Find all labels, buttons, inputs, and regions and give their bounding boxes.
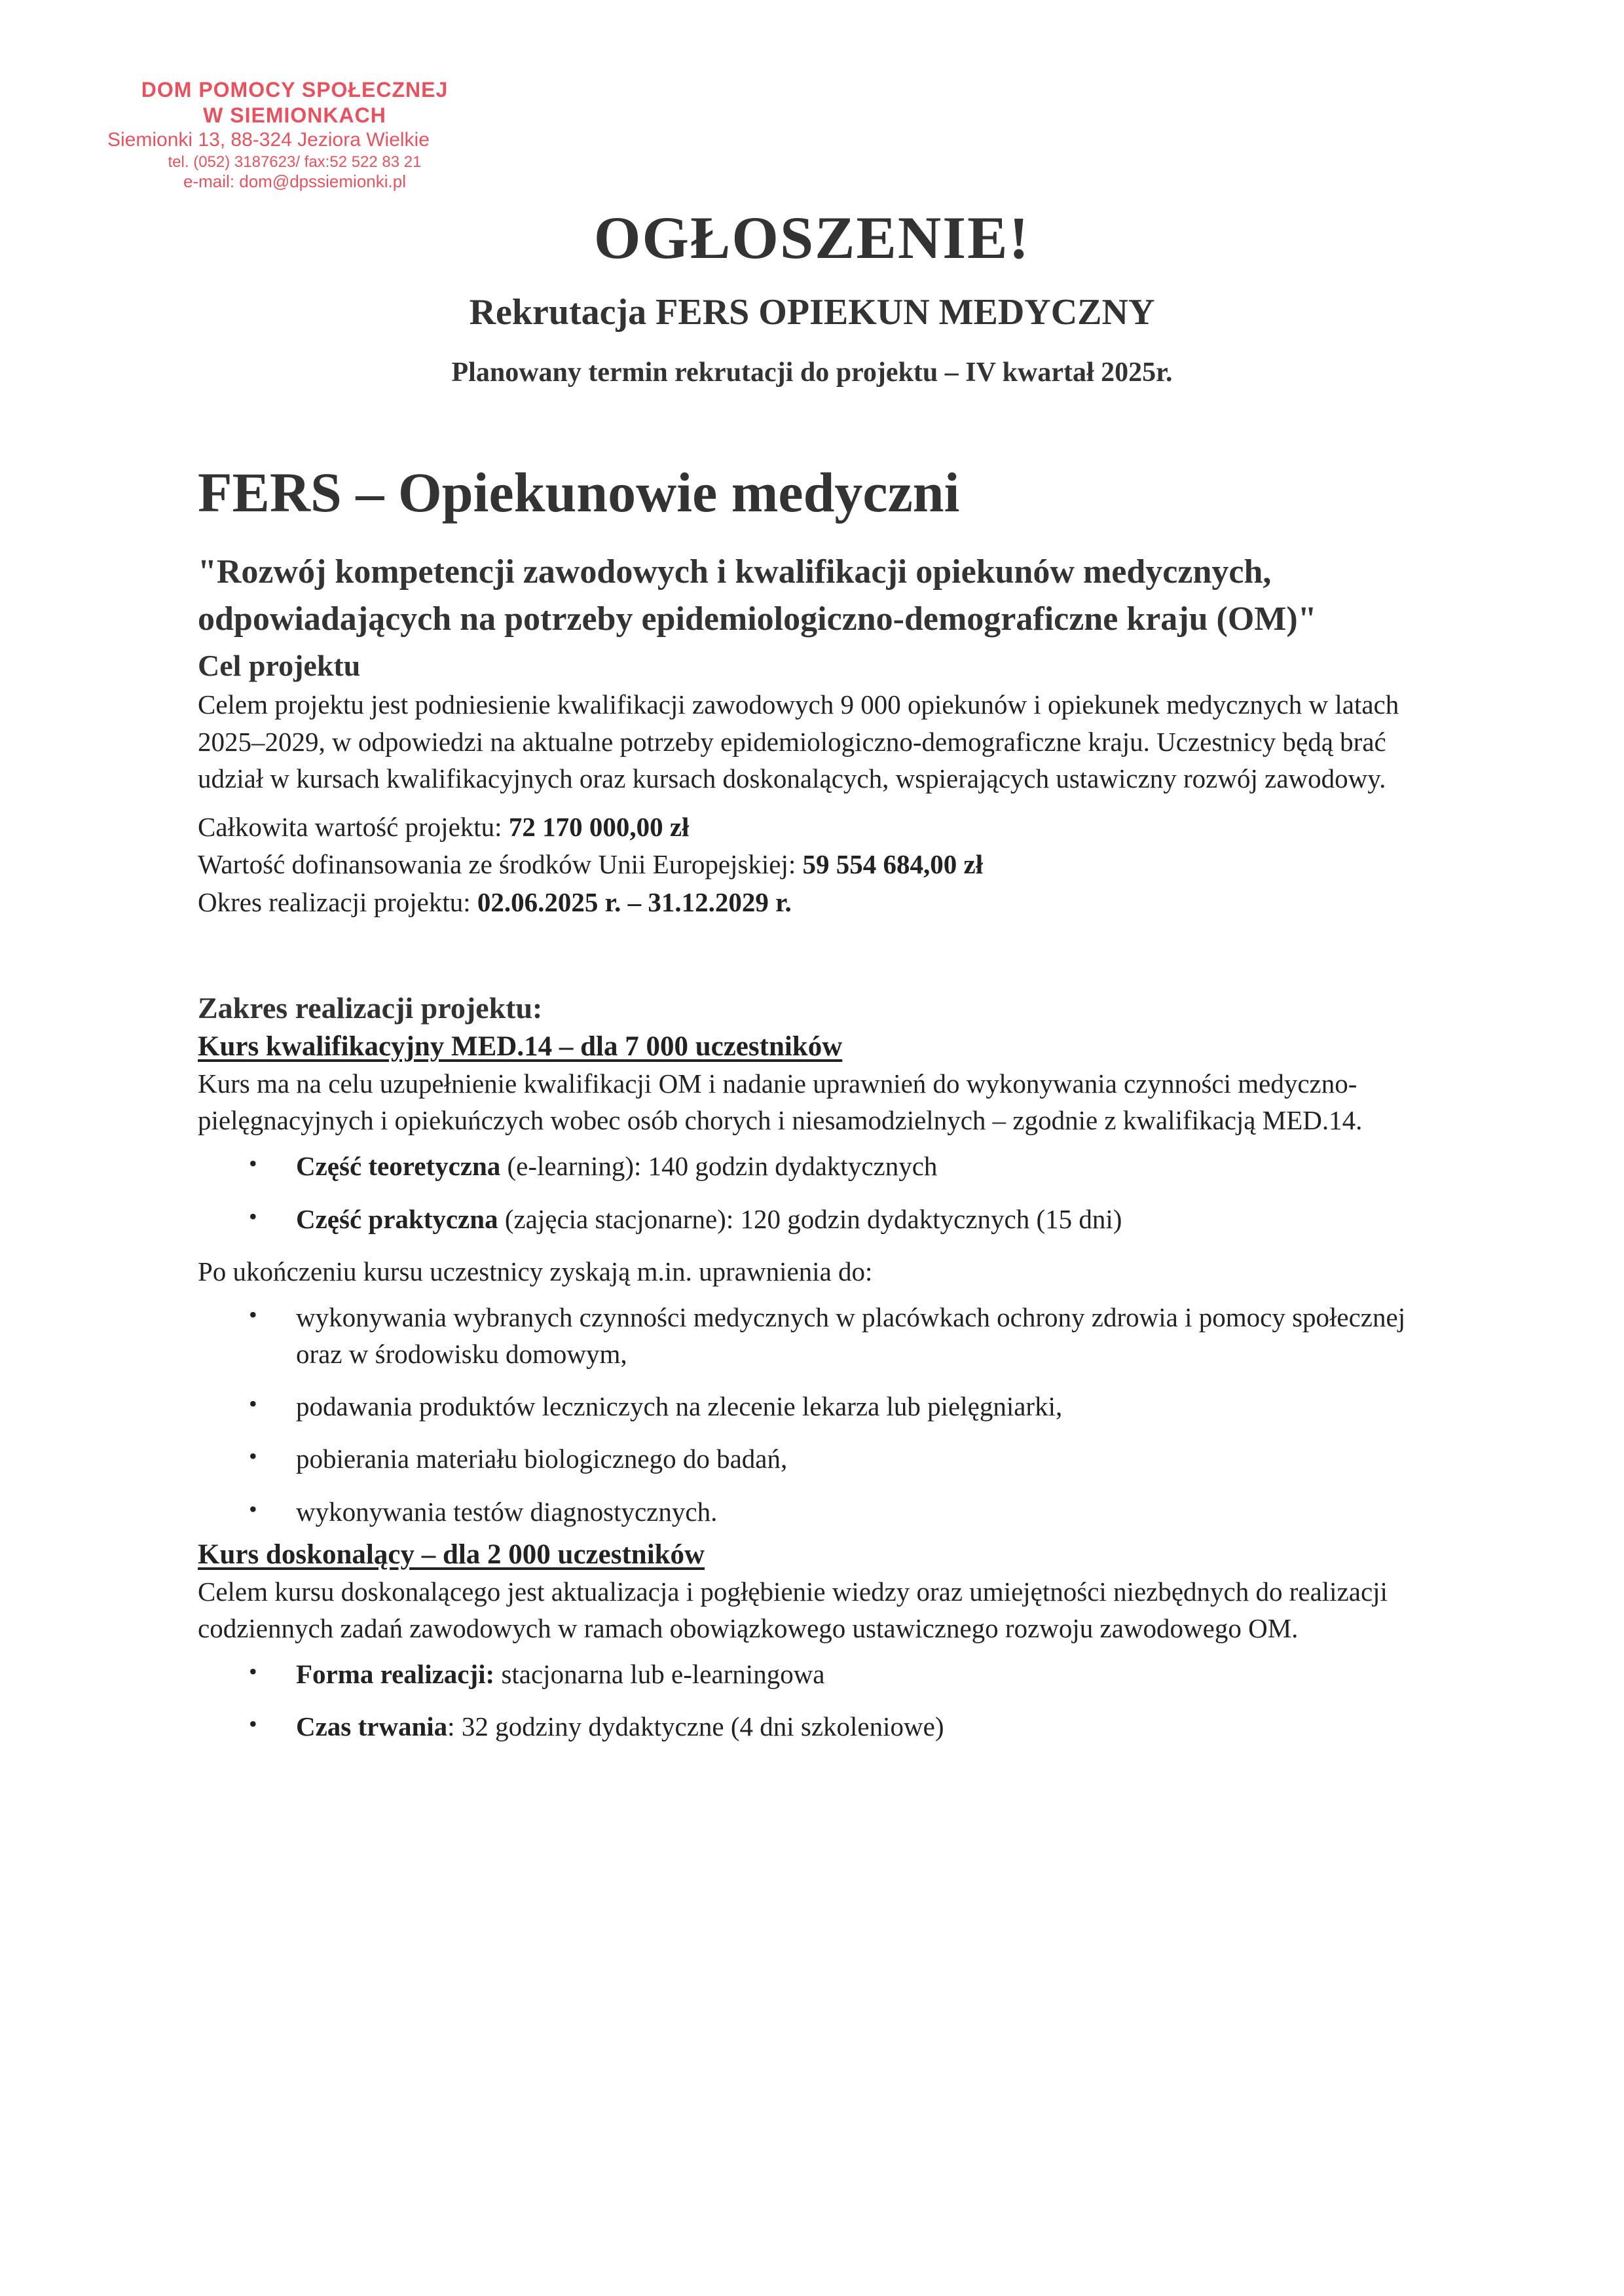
list-item: • wykonywania wybranych czynności medycznych w placówkach ochrony zdrowia i pomocy społecznej oraz w środowisku domowym, <box>198 1299 1442 1372</box>
bullet-icon: • <box>249 1391 257 1417</box>
stamp-phone: tel. (052) 3187623/ fax:52 522 83 21 <box>168 153 422 171</box>
stamp-email: e-mail: dom@dpssiemionki.pl <box>183 171 406 191</box>
bullet-icon: • <box>249 1203 257 1230</box>
list-item: • Część praktyczna (zajęcia stacjonarne): 120 godzin dydaktycznych (15 dni) <box>198 1201 1442 1237</box>
list-item: • Forma realizacji: stacjonarna lub e-learningowa <box>198 1656 1442 1692</box>
list-item: • Czas trwania: 32 godziny dydaktyczne (4 dni szkoleniowe) <box>198 1708 1442 1745</box>
qualification-course-heading: Kurs kwalifikacyjny MED.14 – dla 7 000 uczestników <box>198 1031 843 1063</box>
recruitment-term: Planowany termin rekrutacji do projektu – IV kwartał 2025r. <box>451 357 1173 388</box>
bullet-icon: • <box>249 1658 257 1685</box>
list-item: • pobierania materiału biologicznego do badań, <box>198 1440 1442 1477</box>
goal-text: Celem projektu jest podniesienie kwalifikacji zawodowych 9 000 opiekunów i opiekunek medycznych w latach 2025–2029, w odpowiedzi na aktualne potrzeby epidemiologiczno-demograficzne kraju. Uczestnicy będą brać udział w kursach kwalifikacyjnych oraz kursach doskonalących, wspierających ustawiczny rozwój zawodowy. <box>198 689 1399 793</box>
total-value-line <box>198 809 1442 846</box>
stamp-address: Siemionki 13, 88-324 Jeziora Wielkie <box>107 129 430 151</box>
page-subtitle: Rekrutacja FERS OPIEKUN MEDYCZNY <box>469 292 1155 333</box>
project-full-title: "Rozwój kompetencji zawodowych i kwalifikacji opiekunów medycznych, odpowiadających na potrzeby epidemiologiczno-demograficzne kraju (OM)" <box>198 553 1317 638</box>
period-label: Okres realizacji projektu: <box>198 886 477 917</box>
institution-stamp <box>105 77 485 192</box>
project-financials <box>198 809 1442 921</box>
page-title: OGŁOSZENIE! <box>593 204 1031 271</box>
list-item: • Część teoretyczna (e-learning): 140 godzin dydaktycznych <box>198 1148 1442 1184</box>
project-heading: FERS – Opiekunowie medyczni <box>198 461 960 524</box>
scope-heading: Zakres realizacji projektu: <box>198 991 543 1025</box>
document-body <box>198 462 1442 1760</box>
improvement-course-heading: Kurs doskonalący – dla 2 000 uczestników <box>198 1539 705 1570</box>
bullet-icon: • <box>249 1301 257 1328</box>
eu-funding-line <box>198 846 1442 883</box>
eu-funding-value: 59 554 684,00 zł <box>802 849 984 880</box>
bullet-icon: • <box>249 1495 257 1522</box>
stamp-name-line2: W SIEMIONKACH <box>203 103 386 128</box>
total-value: 72 170 000,00 zł <box>508 811 690 842</box>
period-line <box>198 884 1442 921</box>
qualification-course-description: Kurs ma na celu uzupełnienie kwalifikacji OM i nadanie uprawnień do wykonywania czynności medyczno-pielęgnacyjnych i opiekuńczych wobec osób chorych i niesamodzielnych – zgodnie z kwalifikacją MED.14. <box>198 1068 1363 1136</box>
period-value: 02.06.2025 r. – 31.12.2029 r. <box>477 886 792 917</box>
bullet-icon: • <box>249 1443 257 1470</box>
entitlements-list <box>198 1299 1442 1530</box>
eu-funding-label: Wartość dofinansowania ze środków Unii Europejskiej: <box>198 849 803 880</box>
stamp-name-line1: DOM POMOCY SPOŁECZNEJ <box>141 78 449 101</box>
bullet-icon: • <box>249 1150 257 1177</box>
goal-heading: Cel projektu <box>198 649 361 683</box>
improvement-course-details <box>198 1656 1442 1745</box>
qualification-course-parts <box>198 1148 1442 1237</box>
entitlements-intro: Po ukończeniu kursu uczestnicy zyskają m.in. uprawnienia do: <box>198 1256 873 1286</box>
total-value-label: Całkowita wartość projektu: <box>198 811 509 842</box>
improvement-course-description: Celem kursu doskonalącego jest aktualizacja i pogłębienie wiedzy oraz umiejętności niezbędnych do realizacji codziennych zadań zawodowych w ramach obowiązkowego ustawicznego rozwoju zawodowego OM. <box>198 1576 1388 1643</box>
list-item: • podawania produktów leczniczych na zlecenie lekarza lub pielęgniarki, <box>198 1388 1442 1425</box>
list-item: • wykonywania testów diagnostycznych. <box>198 1493 1442 1530</box>
bullet-icon: • <box>249 1711 257 1738</box>
